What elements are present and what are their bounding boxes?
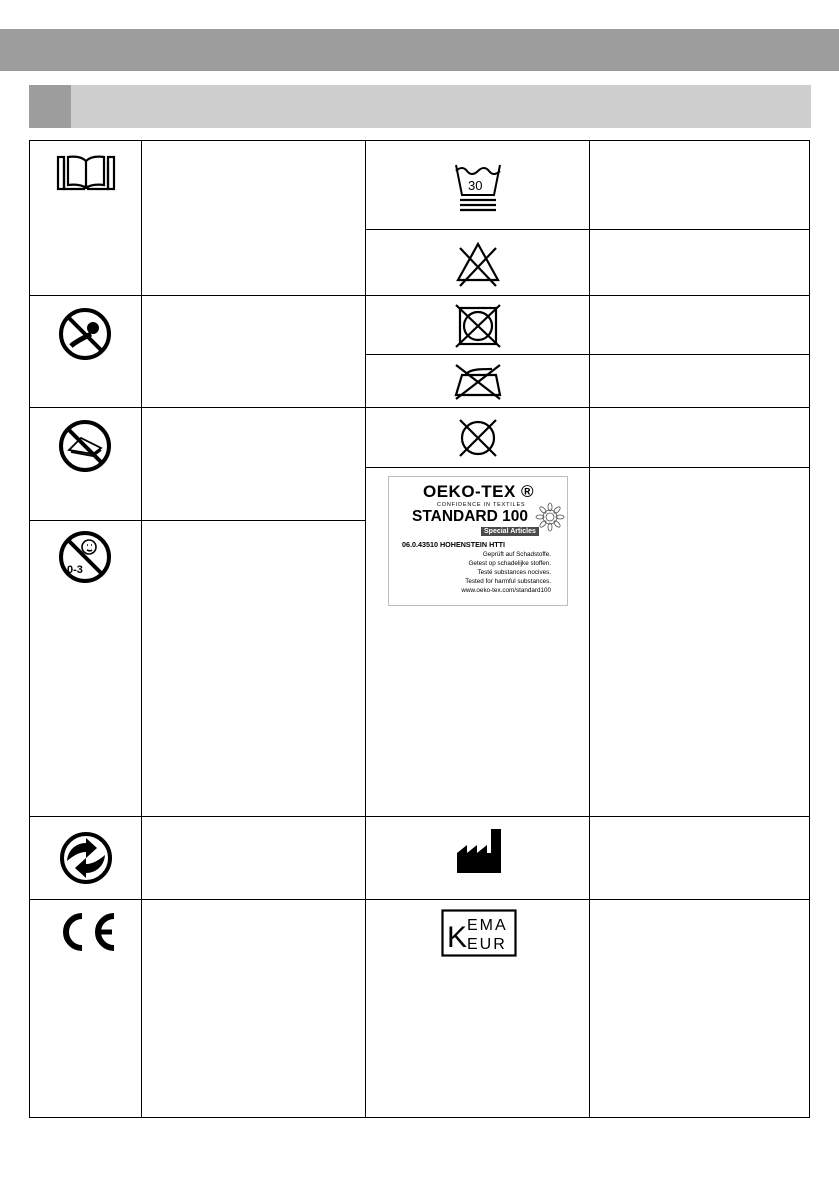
- no-iron-icon-cell: [365, 354, 590, 408]
- no-tumble-description-cell: [589, 295, 810, 355]
- manufacturer-description-cell: [589, 816, 810, 900]
- no-pins-icon-cell: [29, 295, 142, 408]
- wash30-description-cell: [589, 140, 810, 230]
- no-children-description-cell: [141, 520, 366, 817]
- manufacturer-icon: [455, 827, 503, 875]
- svg-text:0-3: 0-3: [67, 564, 83, 576]
- no-pins-icon: [57, 306, 113, 362]
- no-dryclean-icon-cell: [365, 407, 590, 468]
- oeko-tex-label: [388, 476, 568, 606]
- oeko-tex-class: Special Articles: [481, 527, 539, 536]
- oeko-tex-brand: OEKO-TEX ®: [423, 482, 535, 501]
- svg-text:30: 30: [468, 178, 483, 193]
- section-bar: [29, 85, 811, 128]
- symbols-table: [29, 140, 810, 1118]
- ce-mark-icon: [54, 912, 118, 952]
- green-dot-icon: [59, 831, 113, 885]
- wash30-icon-cell: [365, 140, 590, 230]
- no-children-icon-cell: [29, 520, 142, 817]
- do-not-dry-clean-icon: [456, 416, 500, 460]
- no-pins-description-cell: [141, 295, 366, 408]
- not-for-children-0-3-icon: [57, 529, 113, 585]
- no-folded-icon-cell: [29, 407, 142, 521]
- oeko-tex-certificate: 06.0.43510 HOHENSTEIN HTTI: [402, 540, 506, 549]
- header-bar: [0, 29, 839, 71]
- kema-icon-cell: [365, 899, 590, 1118]
- ce-icon-cell: [29, 899, 142, 1118]
- oeko-tex-line: Getest op schadelijke stoffen.: [468, 560, 551, 567]
- svg-text:EUR: EUR: [467, 936, 507, 953]
- do-not-tumble-dry-icon: [455, 304, 501, 348]
- oeko-tex-tagline: CONFIDENCE IN TEXTILES: [437, 502, 526, 508]
- no-dryclean-description-cell: [589, 407, 810, 468]
- svg-text:K: K: [447, 921, 468, 954]
- ce-description-cell: [141, 899, 366, 1118]
- green-dot-icon-cell: [29, 816, 142, 900]
- oeko-tex-url: www.oeko-tex.com/standard100: [461, 587, 551, 594]
- no-tumble-icon-cell: [365, 295, 590, 355]
- no-bleach-icon-cell: [365, 229, 590, 296]
- oeko-tex-line: Tested for harmful substances.: [465, 578, 551, 585]
- oeko-tex-standard: STANDARD 100: [412, 508, 528, 525]
- do-not-bleach-icon: [454, 240, 502, 288]
- no-iron-description-cell: [589, 354, 810, 408]
- manual-icon-cell: [29, 140, 142, 296]
- no-folded-description-cell: [141, 407, 366, 521]
- manual-description-cell: [141, 140, 366, 296]
- oeko-tex-line: Testé substances nocives.: [477, 569, 551, 576]
- green-dot-description-cell: [141, 816, 366, 900]
- oeko-tex-line: Geprüft auf Schadstoffe.: [482, 551, 551, 558]
- svg-text:EMA: EMA: [467, 917, 508, 934]
- kema-keur-icon: [441, 909, 517, 957]
- oeko-tex-flower-icon: [535, 502, 565, 537]
- manufacturer-icon-cell: [365, 816, 590, 900]
- kema-description-cell: [589, 899, 810, 1118]
- wash-30-gentle-icon: [454, 161, 502, 215]
- do-not-iron-icon: [452, 363, 504, 401]
- no-bleach-description-cell: [589, 229, 810, 296]
- read-manual-icon: [56, 153, 116, 193]
- do-not-use-folded-icon: [57, 418, 113, 474]
- section-number-box: [29, 85, 71, 128]
- oeko-tex-description-cell: [589, 467, 810, 817]
